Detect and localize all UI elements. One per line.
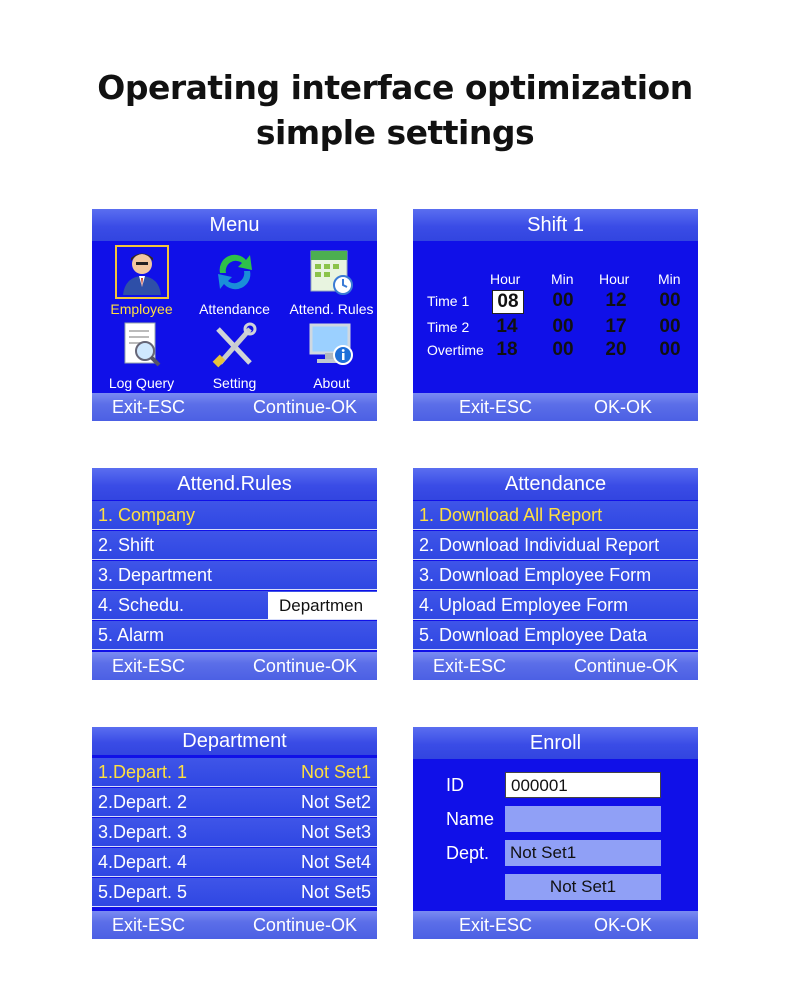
department-name: 5.Depart. 5 [98, 882, 188, 902]
enroll-screen [413, 727, 698, 939]
time1-end-hour[interactable]: 12 [605, 290, 627, 311]
menu-item-setting[interactable] [187, 319, 282, 391]
employee-icon [115, 245, 169, 299]
ok-ok-label[interactable]: OK-OK [593, 397, 652, 417]
log-query-icon [115, 319, 169, 373]
department-title: Department [92, 727, 377, 755]
about-icon [305, 319, 359, 373]
rules-item-department[interactable]: 3. Department [92, 561, 377, 590]
time1-end-min[interactable]: 00 [659, 290, 681, 311]
time2-start-hour[interactable]: 14 [496, 316, 518, 337]
shift-title: Shift 1 [413, 209, 698, 241]
rules-footer [92, 652, 377, 680]
attendance-icon [208, 245, 262, 299]
menu-item-log-query[interactable] [94, 319, 189, 391]
rules-item-shift[interactable]: 2. Shift [92, 531, 377, 560]
dept-label: Dept. [446, 843, 490, 863]
exit-esc-label[interactable]: Exit-ESC [112, 656, 186, 676]
menu-item-label: Attend. Rules [289, 301, 374, 317]
exit-esc-label[interactable]: Exit-ESC [459, 915, 533, 935]
menu-footer [92, 393, 377, 421]
attendance-item-2[interactable]: 2. Download Individual Report [413, 531, 698, 560]
menu-item-label: Setting [212, 375, 257, 391]
department-value: Not Set2 [300, 792, 371, 812]
department-row-3[interactable] [92, 818, 377, 847]
shift-footer [413, 393, 698, 421]
continue-ok-label[interactable]: Continue-OK [252, 656, 357, 676]
attendance-title: Attendance [413, 468, 698, 500]
department-value: Not Set1 [300, 762, 371, 782]
department-name: 4.Depart. 4 [98, 852, 188, 872]
department-name: 1.Depart. 1 [98, 762, 188, 782]
menu-item-label: Log Query [108, 375, 175, 391]
department-row-2[interactable] [92, 788, 377, 817]
exit-esc-label[interactable]: Exit-ESC [112, 397, 186, 417]
overtime-start-hour[interactable]: 18 [496, 339, 518, 360]
headline-line-2: simple settings [255, 113, 535, 152]
department-row-1[interactable] [92, 758, 377, 787]
attendance-footer [413, 652, 698, 680]
time1-start-hour[interactable]: 08 [492, 290, 524, 314]
exit-esc-label[interactable]: Exit-ESC [433, 656, 507, 676]
ok-ok-label[interactable]: OK-OK [593, 915, 652, 935]
department-name: 3.Depart. 3 [98, 822, 188, 842]
enroll-footer [413, 911, 698, 939]
department-footer [92, 911, 377, 939]
dept-option[interactable]: Not Set1 [505, 874, 661, 900]
header-min-1: Min [551, 271, 574, 287]
attend-rules-screen [92, 468, 377, 680]
time2-end-hour[interactable]: 17 [605, 316, 627, 337]
continue-ok-label[interactable]: Continue-OK [252, 915, 357, 935]
attendance-item-4[interactable]: 4. Upload Employee Form [413, 591, 698, 620]
continue-ok-label[interactable]: Continue-OK [252, 397, 357, 417]
dept-field[interactable]: Not Set1 [505, 840, 661, 866]
menu-item-label: Attendance [199, 301, 270, 317]
row-label-time-2: Time 2 [427, 319, 470, 335]
menu-item-label: Employee [110, 301, 173, 317]
department-row-5[interactable] [92, 878, 377, 907]
id-label: ID [446, 775, 464, 795]
menu-item-employee[interactable] [94, 245, 189, 317]
headline-line-1: Operating interface optimization [97, 68, 693, 107]
header-hour-1: Hour [490, 271, 521, 287]
rules-item-schedule[interactable]: 4. Schedu. [92, 591, 377, 620]
exit-esc-label[interactable]: Exit-ESC [459, 397, 533, 417]
rules-item-alarm[interactable]: 5. Alarm [92, 621, 377, 650]
menu-screen [92, 209, 377, 421]
menu-item-about[interactable] [284, 319, 377, 391]
time1-start-min[interactable]: 00 [552, 290, 574, 311]
rules-title: Attend.Rules [92, 468, 377, 500]
menu-item-label: About [313, 375, 350, 391]
menu-item-attend-rules[interactable] [284, 245, 377, 317]
time2-end-min[interactable]: 00 [659, 316, 681, 337]
name-field[interactable] [505, 806, 661, 832]
schedule-popup[interactable]: Departmen [268, 592, 377, 619]
id-field[interactable]: 000001 [505, 772, 661, 798]
overtime-start-min[interactable]: 00 [552, 339, 574, 360]
tools-icon [208, 319, 262, 373]
department-value: Not Set3 [300, 822, 371, 842]
overtime-end-min[interactable]: 00 [659, 339, 681, 360]
header-min-2: Min [658, 271, 681, 287]
menu-item-attendance[interactable] [187, 245, 282, 317]
overtime-end-hour[interactable]: 20 [605, 339, 627, 360]
calendar-icon [305, 245, 359, 299]
attendance-item-1[interactable]: 1. Download All Report [413, 501, 698, 530]
department-screen [92, 727, 377, 939]
row-label-time-1: Time 1 [427, 293, 470, 309]
rules-item-company[interactable]: 1. Company [92, 501, 377, 530]
attendance-item-5[interactable]: 5. Download Employee Data [413, 621, 698, 650]
department-name: 2.Depart. 2 [98, 792, 188, 812]
menu-title: Menu [92, 209, 377, 241]
department-row-4[interactable] [92, 848, 377, 877]
row-label-overtime: Overtime [427, 342, 484, 358]
time2-start-min[interactable]: 00 [552, 316, 574, 337]
exit-esc-label[interactable]: Exit-ESC [112, 915, 186, 935]
attendance-item-3[interactable]: 3. Download Employee Form [413, 561, 698, 590]
enroll-title: Enroll [413, 727, 698, 759]
attendance-screen [413, 468, 698, 680]
continue-ok-label[interactable]: Continue-OK [573, 656, 678, 676]
department-value: Not Set5 [300, 882, 371, 902]
department-value: Not Set4 [300, 852, 371, 872]
header-hour-2: Hour [599, 271, 630, 287]
shift-screen [413, 209, 698, 421]
name-label: Name [446, 809, 495, 829]
